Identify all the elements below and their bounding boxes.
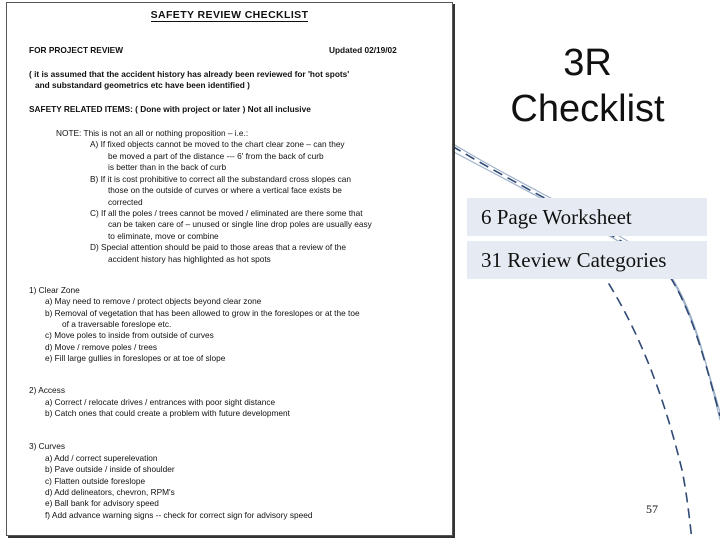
doc-line-note-b1: B) If it is cost prohibitive to correct all the substandard cross slopes can [90,174,352,184]
doc-line-note-a2: be moved a part of the distance --- 6' from the back of curb [108,151,324,161]
doc-clear-zone-b1: b) Removal of vegetation that has been allowed to grow in the foreslopes or at the toe [45,308,360,318]
doc-clear-zone-d: d) Move / remove poles / trees [45,342,158,352]
doc-line-note-a3: is better than in the back of curb [108,162,227,172]
doc-curves-d: d) Add delineators, chevron, RPM's [45,487,175,497]
doc-curves-f: f) Add advance warning signs -- check for correct sign for advisory speed [45,510,313,520]
doc-curves-a: a) Add / correct superelevation [45,453,158,463]
doc-line-note-b3: corrected [108,197,143,207]
doc-line-assumption-2: and substandard geometrics etc have been identified ) [35,80,250,90]
doc-line-note-c3: to eliminate, move or combine [108,231,219,241]
doc-line-note-c2: can be taken care of – unused or single line drop poles are usually easy [108,219,372,229]
doc-line-for-project-review: FOR PROJECT REVIEW [29,45,124,55]
doc-curves-e: e) Ball bank for advisory speed [45,498,159,508]
info-item-categories: 31 Review Categories [467,241,707,279]
doc-access-b: b) Catch ones that could create a problem with future development [45,408,290,418]
doc-line-updated: Updated 02/19/02 [329,45,397,55]
doc-line-note-d2: accident history has highlighted as hot spots [108,254,271,264]
slide-title-line-2: Checklist [510,88,665,130]
doc-line-note-c1: C) If all the poles / trees cannot be moved / eliminated are there some that [90,208,363,218]
doc-clear-zone-a: a) May need to remove / protect objects beyond clear zone [45,296,262,306]
doc-access-a: a) Correct / relocate drives / entrances with poor sight distance [45,397,276,407]
doc-line-safety-items: SAFETY RELATED ITEMS: ( Done with project or later ) Not all inclusive [29,104,311,114]
doc-curves-b: b) Pave outside / inside of shoulder [45,464,175,474]
wave-line-solid [450,142,720,420]
doc-section-curves: 3) Curves [29,441,65,451]
slide-title [470,40,705,132]
slide-title-line-1: 3R [563,42,612,84]
doc-line-note-b2: those on the outside of curves or where a vertical face exists be [108,185,342,195]
doc-clear-zone-c: c) Move poles to inside from outside of curves [45,330,214,340]
doc-clear-zone-b2: of a traversable foreslope etc. [62,319,172,329]
doc-section-access: 2) Access [29,385,65,395]
checklist-document [6,2,453,536]
doc-section-clear-zone: 1) Clear Zone [29,285,80,295]
doc-line-note-a1: A) If fixed objects cannot be moved to the chart clear zone – can they [90,139,345,149]
page-number: 57 [646,502,658,516]
doc-line-note: NOTE: This is not an all or nothing proposition – i.e.: [56,128,249,138]
doc-clear-zone-e: e) Fill large gullies in foreslopes or at toe of slope [45,353,226,363]
doc-curves-c: c) Flatten outside foreslope [45,476,146,486]
doc-line-assumption-1: ( it is assumed that the accident history has already been reviewed for 'hot spots' [29,69,350,79]
doc-title-text: SAFETY REVIEW CHECKLIST [150,9,309,21]
info-item-worksheet: 6 Page Worksheet [467,198,707,236]
doc-line-note-d1: D) Special attention should be paid to those areas that a review of the [90,242,346,252]
doc-title [7,9,452,21]
